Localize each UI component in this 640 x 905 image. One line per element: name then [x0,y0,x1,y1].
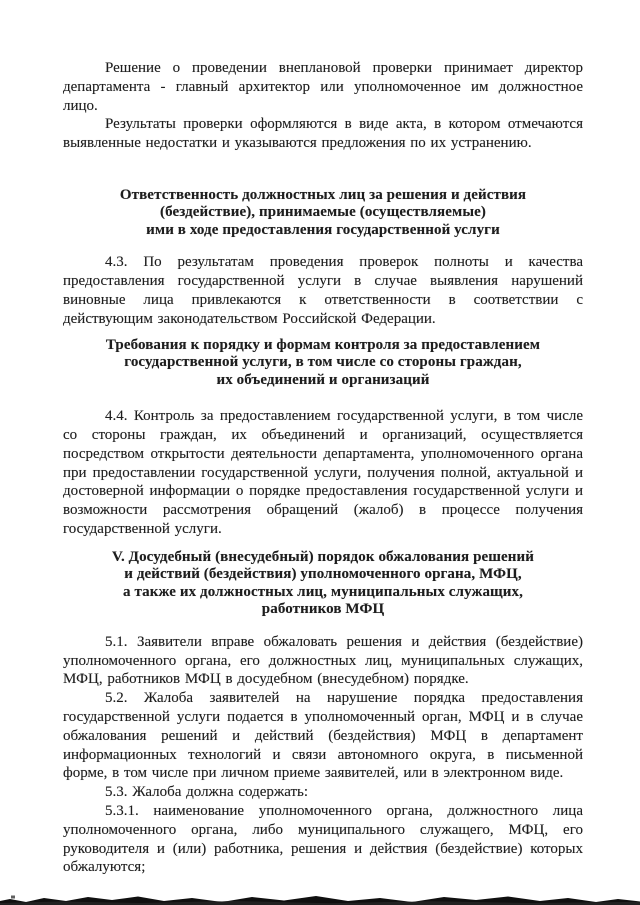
heading-line: работников МФЦ [261,601,385,618]
heading-line: государственной услуги, в том числе со стороны граждан, [124,354,522,371]
paragraph-5-2: 5.2. Жалоба заявителей на нарушение порядка предоставления государственной услуги подается в уполномоченный орган, МФЦ и в случае обжалования решений и действий (бездействия) МФЦ в департамент информационных технологий и связи автономного округа, в письменной форме, в том числе при личном приеме заявителей, или в электронном виде. [63,690,583,782]
paragraph-check-results: Результаты проверки оформляются в виде акта, в котором отмечаются выявленные недостатки и указываются предложения по их устранению. [63,116,583,152]
heading-line: а также их должностных лиц, муниципальных служащих, [123,583,523,600]
section-heading-responsibility [63,187,583,240]
document-text-block [63,59,583,877]
heading-line: и действий (бездействия) уполномоченного органа, МФЦ, [124,566,522,583]
paragraph-unscheduled-check: Решение о проведении внеплановой проверки принимает директор департамента - главный архитектор или уполномоченное им должностное лицо. [63,60,583,114]
heading-line: Требования к порядку и формам контроля за предоставлением [105,336,541,353]
section-heading-pretrial-appeal [63,549,583,619]
section-heading-control-requirements [63,337,583,390]
heading-line: V. Досудебный (внесудебный) порядок обжалования решений [111,548,535,565]
paragraph-4-3: 4.3. По результатам проведения проверок полноты и качества предоставления государственной услуги в случае выявления нарушений виновные лица привлекаются к ответственности в соответствии с действующим законодательством Российской Федерации. [63,254,583,327]
heading-line: (бездействие), принимаемые (осуществляемые) [159,204,486,221]
paragraph-5-3-1: 5.3.1. наименование уполномоченного органа, должностного лица уполномоченного органа, либо муниципального служащего, МФЦ, его руководителя и (или) работника, решения и действия (бездействие) которых обжалуются; [63,802,583,876]
paragraph-4-4: 4.4. Контроль за предоставлением государственной услуги, в том числе со стороны граждан, их объединений и организаций, осуществляется посредством открытости деятельности департамента, уполномоченного органа при предоставлении государственной услуги, получения полной, актуальной и достоверной информации о порядке предоставления государственной услуги и возможности рассмотрения обращений (жалоб) в процессе получения государственной услуги. [63,408,583,537]
scan-edge-artifact [0,893,640,905]
paragraph-5-3: 5.3. Жалоба должна содержать: [105,784,309,801]
heading-line: Ответственность должностных лиц за решения и действия [119,186,527,203]
heading-line: ими в ходе предоставления государственной услуги [146,221,500,238]
heading-line: их объединений и организаций [216,371,430,388]
paragraph-5-1: 5.1. Заявители вправе обжаловать решения и действия (бездействие) уполномоченного органа, его должностных лиц, муниципальных служащих, МФЦ, работников МФЦ в досудебном (внесудебном) порядке. [63,633,583,688]
